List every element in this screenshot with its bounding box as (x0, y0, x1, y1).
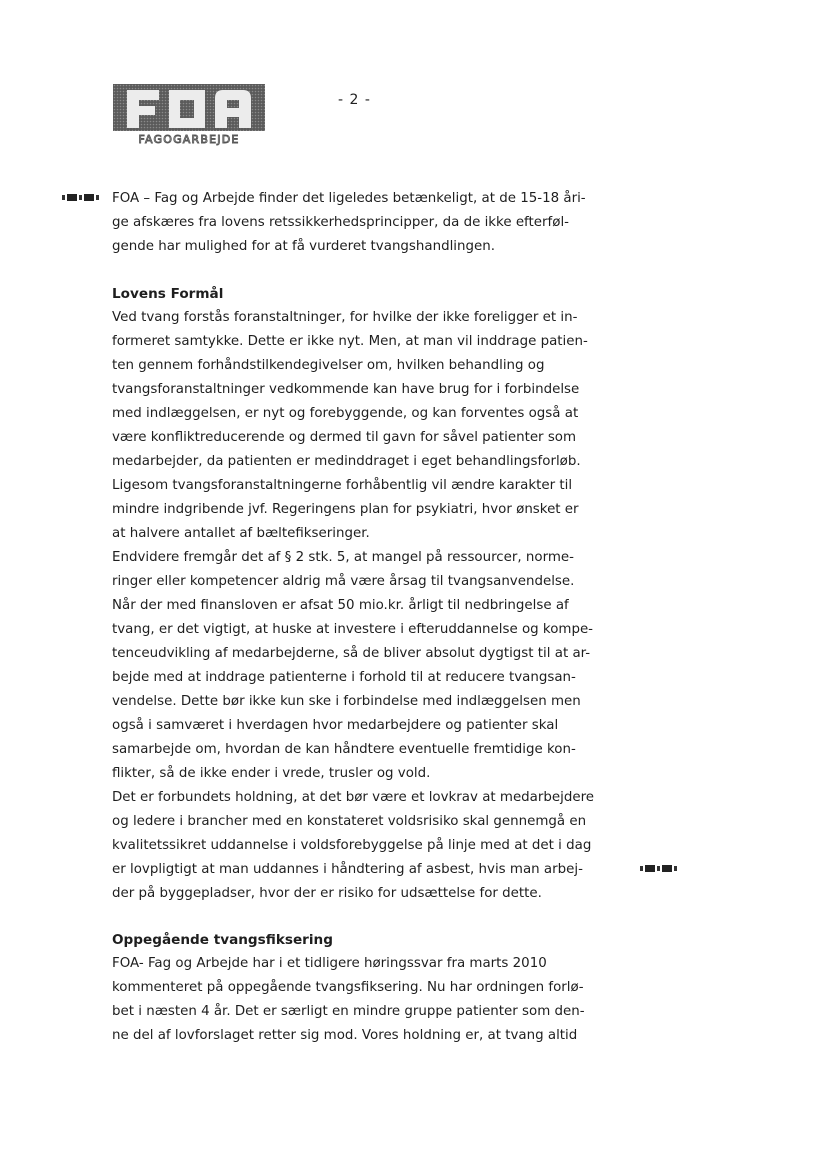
text-line: Når der med finansloven er afsat 50 mio.kr. årligt til nedbringelse af (112, 598, 569, 613)
text-line: med indlæggelsen, er nyt og forebyggende, og kan forventes også at (112, 406, 579, 421)
text-line: kommenteret på oppegående tvangsfiksering. Nu har ordningen forlø- (112, 980, 584, 995)
text-line: vendelse. Dette bør ikke kun ske i forbindelse med indlæggelsen men (112, 694, 581, 709)
text-line: tvang, er det vigtigt, at huske at investere i efteruddannelse og kompe- (112, 622, 594, 637)
svg-text:FAGOGARBEJDE: FAGOGARBEJDE (138, 133, 240, 146)
text-line: Ved tvang forstås foranstaltninger, for hvilke der ikke foreligger et in- (112, 310, 578, 325)
section-heading: Lovens Formål (112, 286, 224, 302)
text-line: mindre indgribende jvf. Regeringens plan for psykiatri, hvor ønsket er (112, 502, 579, 517)
section-heading: Oppegående tvangsfiksering (112, 932, 333, 948)
text-line: ne del af lovforslaget retter sig mod. Vores holdning er, at tvang altid (112, 1028, 578, 1043)
text-line: Det er forbundets holdning, at det bør være et lovkrav at medarbejdere (112, 790, 595, 805)
text-line: flikter, så de ikke ender i vrede, trusler og vold. (112, 766, 431, 781)
text-line: er lovpligtigt at man uddannes i håndtering af asbest, hvis man arbej- (112, 862, 583, 877)
text-line: Ligesom tvangsforanstaltningerne forhåbentlig vil ændre karakter til (112, 478, 573, 493)
text-line: formeret samtykke. Dette er ikke nyt. Men, at man vil inddrage patien- (112, 334, 588, 349)
text-line: gende har mulighed for at få vurderet tvangshandlingen. (112, 239, 495, 254)
text-line: samarbejde om, hvordan de kan håndtere eventuelle fremtidige kon- (112, 742, 576, 757)
text-line: ringer eller kompetencer aldrig må være årsag til tvangsanvendelse. (112, 574, 575, 589)
text-line: FOA- Fag og Arbejde har i et tidligere høringssvar fra marts 2010 (112, 956, 547, 971)
text-line: at halvere antallet af bæltefikseringer. (112, 526, 370, 541)
text-line: og ledere i brancher med en konstateret voldsrisiko skal gennemgå en (112, 814, 587, 829)
section-lovens-formaal (112, 282, 602, 906)
text-line: medarbejder, da patienten er medinddraget i eget behandlingsforløb. (112, 454, 581, 469)
text-line: ten gennem forhåndstilkendegivelser om, hvilken behandling og (112, 358, 545, 373)
text-line: bejde med at inddrage patienterne i forhold til at reducere tvangsan- (112, 670, 576, 685)
text-line: Endvidere fremgår det af § 2 stk. 5, at mangel på ressourcer, norme- (112, 550, 574, 565)
text-line: kvalitetssikret uddannelse i voldsforebyggelse på linje med at det i dag (112, 838, 592, 853)
text-line: bet i næsten 4 år. Det er særligt en mindre gruppe patienter som den- (112, 1004, 585, 1019)
margin-marker (640, 864, 680, 873)
text-line: tvangsforanstaltninger vedkommende kan have brug for i forbindelse (112, 382, 580, 397)
text-line: tenceudvikling af medarbejderne, så de bliver absolut dygtigst til at ar- (112, 646, 591, 661)
margin-marker (62, 193, 102, 202)
section-oppegaaende-tvangsfiksering (112, 928, 602, 1048)
intro-paragraph (112, 187, 602, 259)
text-line: FOA – Fag og Arbejde finder det ligeledes betænkeligt, at de 15-18 åri- (112, 191, 586, 206)
page-number: - 2 - (338, 92, 371, 108)
text-line: også i samværet i hverdagen hvor medarbejdere og patienter skal (112, 718, 559, 733)
text-line: der på byggepladser, hvor der er risiko for udsættelse for dette. (112, 886, 542, 901)
text-line: ge afskæres fra lovens retssikkerhedsprincipper, da de ikke efterføl- (112, 215, 569, 230)
text-line: være konfliktreducerende og dermed til gavn for såvel patienter som (112, 430, 577, 445)
foa-logo (113, 84, 265, 146)
